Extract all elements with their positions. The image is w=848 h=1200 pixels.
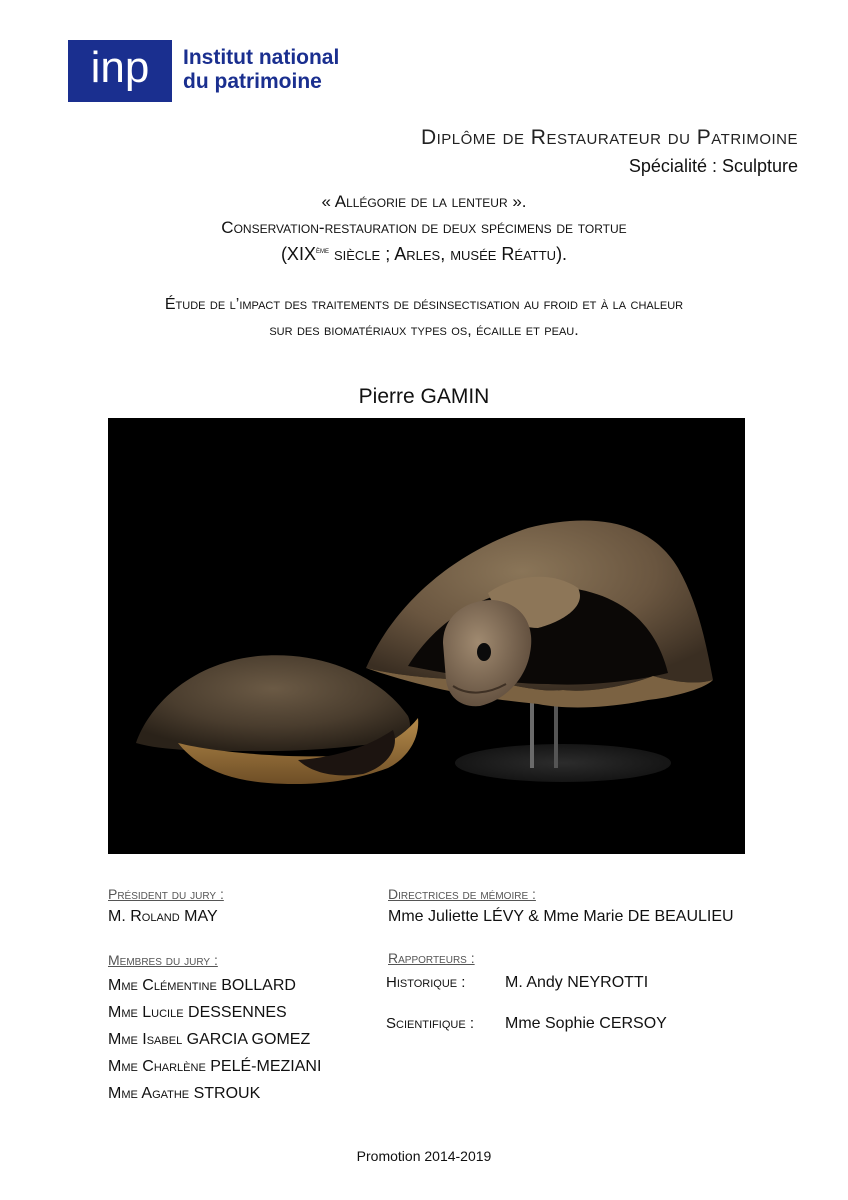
member-item — [108, 1084, 321, 1111]
title-line-3-suffix: siècle ; Arles, musée Réattu). — [328, 244, 568, 264]
member-item — [108, 1003, 321, 1030]
logo-wordmark — [183, 46, 339, 94]
logo-line-1: Institut national — [183, 46, 340, 69]
member-prefix: Mme Charlène — [108, 1058, 206, 1075]
study-title-line-1: Étude de l’impact des traitements de désinsectisation au froid et à la chaleur — [164, 296, 684, 313]
member-prefix: Mme Clémentine — [108, 977, 217, 994]
member-item — [108, 976, 321, 1003]
scientifique-name: Mme Sophie CERSOY — [505, 1015, 667, 1032]
members-list — [108, 976, 321, 1111]
tortoise-illustration — [108, 418, 745, 854]
thesis-title-line-2: Conservation-restauration de deux spécimens de tortue — [221, 218, 627, 237]
author-name: Pierre GAMIN — [358, 385, 490, 408]
historique-name: M. Andy NEYROTTI — [505, 974, 649, 991]
diploma-title: Diplôme de Restaurateur du Patrimoine — [420, 126, 798, 149]
member-prefix: Mme Isabel — [108, 1031, 183, 1048]
directrices-label: Directrices de mémoire : — [388, 886, 536, 902]
logo-line-2: du patrimoine — [183, 70, 322, 93]
member-surname: BOLLARD — [221, 977, 296, 994]
scientifique-label: Scientifique : — [386, 1015, 475, 1032]
directrices-names: Mme Juliette LÉVY & Mme Marie DE BEAULIEU — [388, 908, 734, 925]
member-surname: STROUK — [193, 1085, 261, 1102]
members-label: Membres du jury : — [108, 952, 218, 968]
president-surname: MAY — [184, 908, 218, 925]
tortoise-photo — [108, 418, 745, 854]
member-item — [108, 1057, 321, 1084]
president-label: Président du jury : — [108, 886, 224, 902]
thesis-title-line-1: « Allégorie de la lenteur ». — [321, 192, 527, 211]
member-surname: PELÉ-MEZIANI — [210, 1058, 322, 1075]
president-prefix: M. Roland — [108, 908, 180, 925]
display-base — [455, 744, 671, 782]
member-surname: DESSENNES — [188, 1004, 287, 1021]
title-line-3-prefix: (XIX — [280, 244, 316, 264]
member-surname: GARCIA GOMEZ — [186, 1031, 311, 1048]
president-name — [108, 908, 218, 926]
logo-mark: inp — [68, 40, 172, 102]
inp-logo — [68, 40, 358, 102]
rapporteurs-label: Rapporteurs : — [388, 950, 475, 966]
study-title-line-2: sur des biomatériaux types os, écaille et peau. — [269, 322, 579, 339]
speciality: Spécialité : Sculpture — [628, 156, 798, 176]
member-item — [108, 1030, 321, 1057]
thesis-title-line-3 — [0, 244, 848, 265]
title-line-3-sup: ème — [315, 246, 329, 255]
member-prefix: Mme Lucile — [108, 1004, 184, 1021]
member-prefix: Mme Agathe — [108, 1085, 190, 1102]
promotion: Promotion 2014-2019 — [356, 1148, 492, 1164]
historique-label: Historique : — [386, 974, 466, 991]
